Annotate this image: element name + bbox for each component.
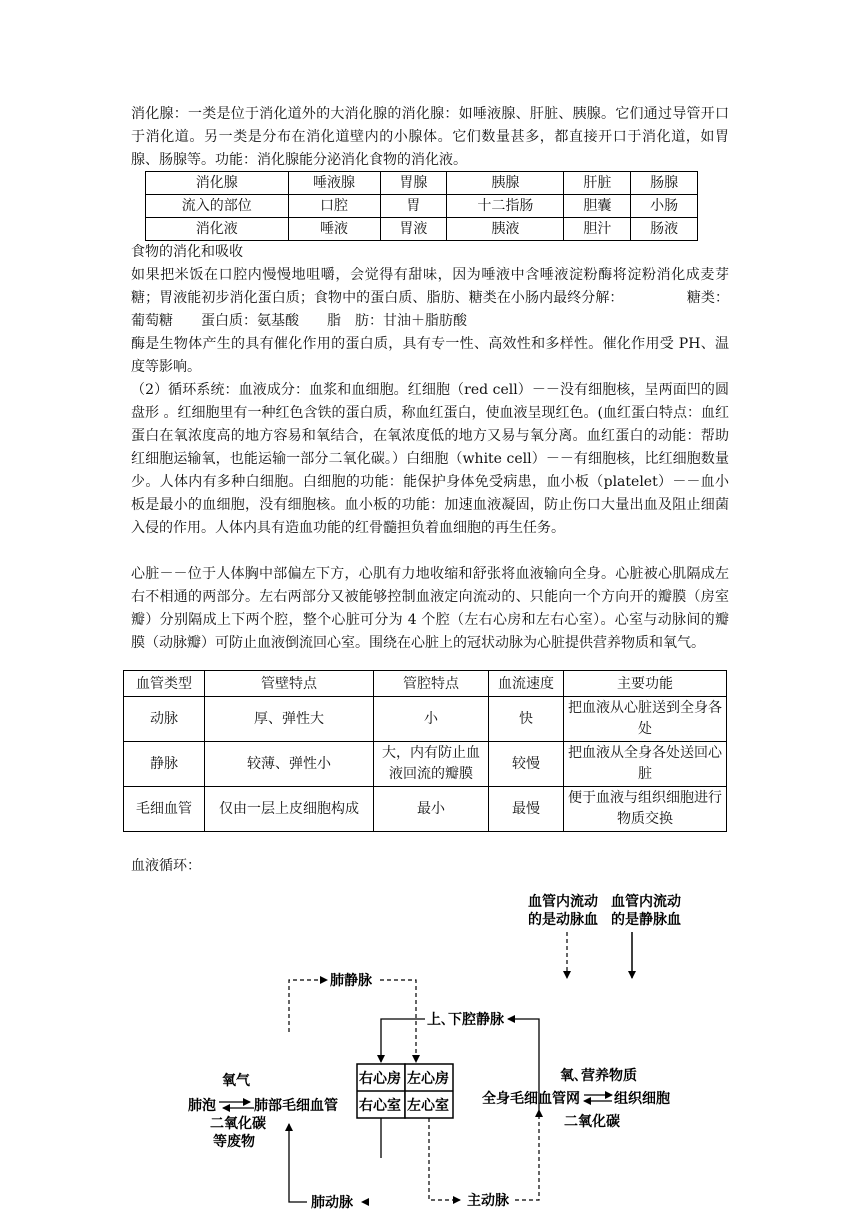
table-row [124,697,727,742]
table-header-cell: 血管类型 [124,671,205,697]
co2-right-label: 二氧化碳 [564,1114,620,1130]
table-header-cell: 管腔特点 [374,671,489,697]
pulmonary-vein-arrowhead [320,976,328,984]
pulmonary-artery-line-left [289,1124,307,1202]
table-header-row [124,671,727,697]
aorta-line-left [429,1118,460,1200]
table-header-row [146,172,698,195]
table-header-cell: 管壁特点 [205,671,374,697]
co2-left-label: 二氧化碳 [210,1116,266,1132]
vena-cava-line-left [381,1019,425,1062]
table-cell: 流入的部位 [146,195,289,218]
table-row [124,787,727,832]
paragraph-enzymes: 酶是生物体产生的具有催化作用的蛋白质，具有专一性、高效性和多样性。催化作用受 PH、温度等影响。 [131,336,729,375]
table-cell: 便于血液与组织细胞进行物质交换 [564,787,727,832]
table-cell: 胃液 [380,218,447,241]
left-atrium-label: 左心房 [407,1071,449,1087]
digestive-gland-table [145,171,698,241]
table-cell: 大，内有防止血液回流的瓣膜 [374,742,489,787]
table-header-cell: 主要功能 [564,671,727,697]
alveoli-label: 肺泡 [188,1098,216,1114]
table-cell: 胃 [380,195,447,218]
table-cell: 胃腺 [380,172,447,195]
table-cell: 唾液 [288,218,380,241]
table-cell: 消化液 [146,218,289,241]
legend-venous-line1: 血管内流动 [611,894,681,910]
table-cell: 小肠 [631,195,698,218]
vena-cava-label: 上､下腔静脉 [427,1012,504,1028]
table-cell: 快 [489,697,564,742]
paragraph-circulatory-system: （2）循环系统：血液成分：血浆和血细胞。红细胞（red cell）－－没有细胞核，呈两面凹的圆盘形 。红细胞里有一种红色含铁的蛋白质，称血红蛋白，使血液呈现红色。(血红蛋白特点：血红蛋白在氧浓度高的地方容易和氧结合，在氧浓度低的地方又易与氧分离。血红蛋白的动能：帮助红细胞运输氧，也能运输一部分二氧化碳。）白细胞（white cell）－－有细胞核，比红细胞数量少。人体内有多种白细胞。白细胞的功能：能保护身体免受病患，血小板（platelet）－－血小板是最小的血细胞，没有细胞核。血小板的功能：加速血液凝固，防止伤口大量出血及阻止细菌入侵的作用。人体内具有造血功能的红骨髓担负着血细胞的再生任务。 [131,382,729,536]
pulmonary-artery-label: 肺动脉 [311,1195,353,1211]
table-cell: 肠腺 [631,172,698,195]
table-cell: 仅由一层上皮细胞构成 [205,787,374,832]
table-cell: 动脉 [124,697,205,742]
lung-capillaries-label: 肺部毛细血管 [254,1098,338,1114]
pulmonary-vein-line-left [289,980,320,1032]
section-heading-digestion: 食物的消化和吸收 [131,244,243,260]
left-ventricle-label: 左心室 [407,1098,449,1114]
table-cell: 厚、弹性大 [205,697,374,742]
paragraph-digestion: 如果把米饭在口腔内慢慢地咀嚼，会觉得有甜味，因为唾液中含唾液淀粉酶将淀粉消化成麦芽糖；胃液能初步消化蛋白质；食物中的蛋白质、脂肪、糖类在小肠内最终分解： 糖类：葡萄糖 蛋白质：氨基酸 脂 肪：甘油＋脂肪酸 [131,267,729,329]
blood-circulation-diagram [175,880,695,1216]
table-cell: 把血液从全身各处送回心脏 [564,742,727,787]
table-cell: 把血液从心脏送到全身各处 [564,697,727,742]
table-row [124,742,727,787]
tissue-cells-label: 组织细胞 [614,1091,670,1107]
paragraph-digestive-glands: 消化腺：一类是位于消化道外的大消化腺的消化腺：如唾液腺、肝脏、胰腺。它们通过导管开口于消化道。另一类是分布在消化道壁内的小腺体。它们数量甚多，都直接开口于消化道，如胃腺、肠腺等。功能：消化腺能分泌消化食物的消化液。 [131,106,729,168]
section-heading-blood-circulation: 血液循环： [131,858,201,874]
table-cell: 胆汁 [564,218,631,241]
table-cell: 静脉 [124,742,205,787]
legend-arterial-line2: 的是动脉血 [528,912,598,928]
table-cell: 唾液腺 [288,172,380,195]
right-atrium-label: 右心房 [359,1071,401,1087]
body-capillaries-label: 全身毛细血管网 [482,1091,580,1107]
pulmonary-artery-arrowhead [361,1198,369,1206]
table-cell: 最慢 [489,787,564,832]
pulmonary-vein-label: 肺静脉 [330,973,372,989]
table-cell: 最小 [374,787,489,832]
table-header-cell: 血流速度 [489,671,564,697]
table-cell: 口腔 [288,195,380,218]
aorta-line-right [515,1110,539,1200]
legend-arterial-line1: 血管内流动 [528,894,598,910]
table-cell: 胰腺 [447,172,564,195]
table-cell: 毛细血管 [124,787,205,832]
pulmonary-vein-line-right [380,980,416,1062]
paragraph-heart: 心脏－－位于人体胸中部偏左下方，心肌有力地收缩和舒张将血液输向全身。心脏被心肌隔成左右不相通的两部分。左右两部分又被能够控制血液定向流动的、只能向一个方向开的瓣膜（房室瓣）分别隔成上下两个腔，整个心脏可分为 4 个腔（左右心房和左右心室）。心室与动脉间的瓣膜（动脉瓣）可防止血液倒流回心室。围绕在心脏上的冠状动脉为心脏提供营养物质和氧气。 [131,566,729,651]
table-row [146,218,698,241]
table-cell: 胆囊 [564,195,631,218]
table-cell: 较薄、弹性小 [205,742,374,787]
oxygen-label: 氧气 [222,1073,250,1089]
aorta-label: 主动脉 [467,1193,509,1209]
waste-label: 等废物 [213,1134,255,1150]
table-cell: 十二指肠 [447,195,564,218]
oxygen-nutrients-label: 氧､营养物质 [560,1068,637,1084]
table-cell: 消化腺 [146,172,289,195]
table-cell: 胰液 [447,218,564,241]
table-cell: 小 [374,697,489,742]
legend-venous-line2: 的是静脉血 [611,912,681,928]
right-ventricle-label: 右心室 [359,1098,401,1114]
table-row [146,195,698,218]
table-cell: 肝脏 [564,172,631,195]
table-cell: 较慢 [489,742,564,787]
table-cell: 肠液 [631,218,698,241]
blood-vessel-table [123,670,727,832]
